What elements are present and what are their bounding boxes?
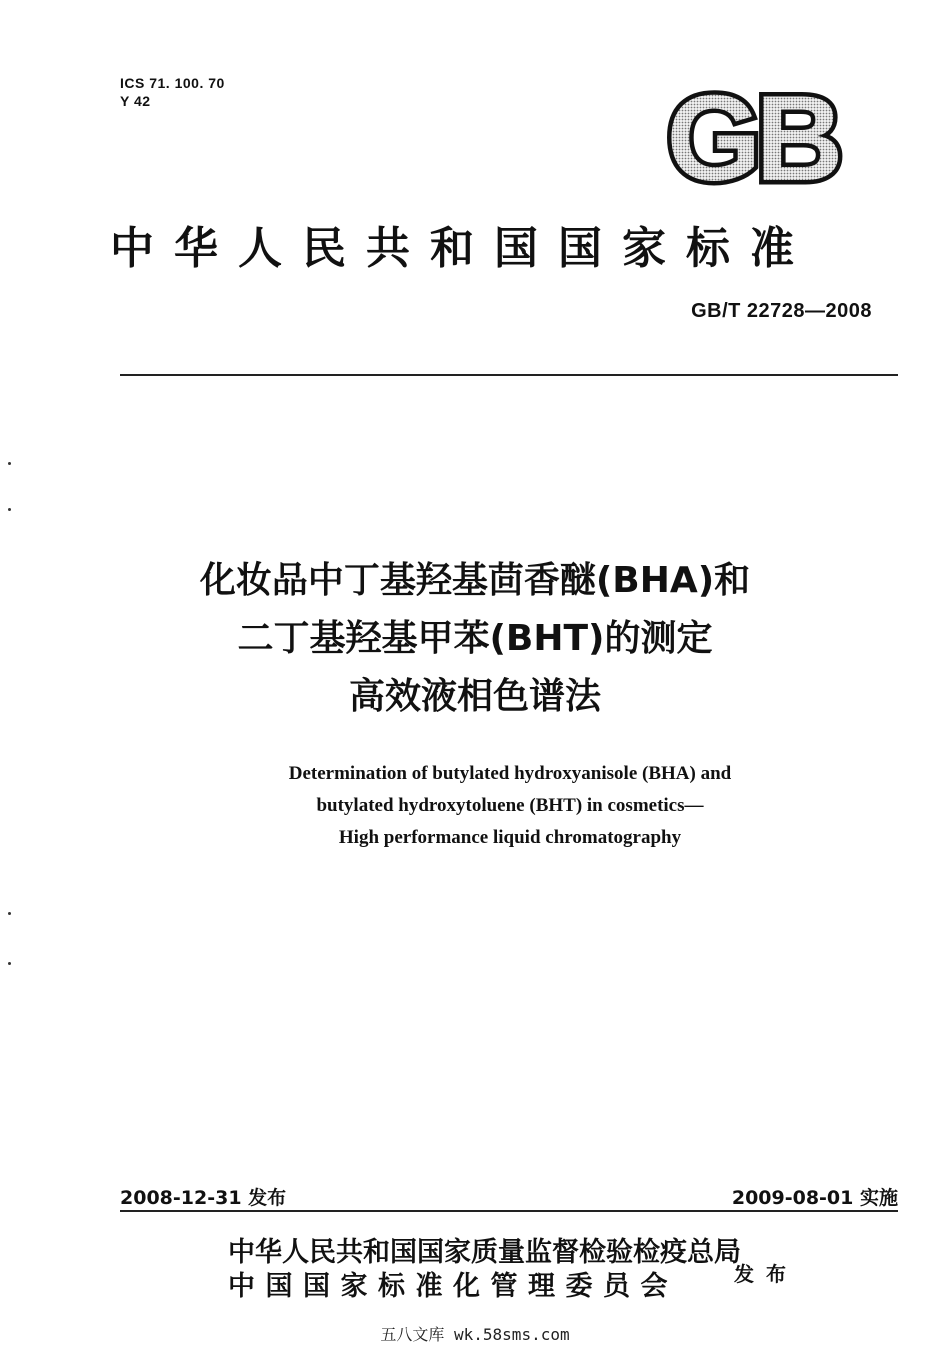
margin-dot: [8, 962, 11, 965]
chinese-title-line3: 高效液相色谱法: [348, 676, 601, 717]
ics-code: ICS 71. 100. 70: [120, 75, 225, 91]
publish-label: 发布: [734, 1262, 798, 1286]
top-divider: [120, 374, 898, 376]
standard-category-title: 中华人民共和国国家标准: [110, 223, 814, 274]
margin-dot: [8, 462, 11, 465]
footer-watermark: 五八文库 wk.58sms.com: [380, 1325, 570, 1344]
effective-date: 2009-08-01 实施: [731, 1187, 898, 1209]
gb-logo: [660, 88, 845, 188]
chinese-title: [0, 552, 950, 726]
english-title: [0, 758, 950, 854]
issue-date: 2008-12-31 发布: [120, 1187, 287, 1209]
chinese-title-line2: 二丁基羟基甲苯(BHT)的测定: [237, 618, 713, 659]
margin-dot: [8, 912, 11, 915]
standard-number: GB/T 22728—2008: [691, 300, 872, 322]
chinese-title-line1: 化妆品中丁基羟基茴香醚(BHA)和: [199, 560, 751, 601]
margin-dot: [8, 508, 11, 511]
english-title-line3: High performance liquid chromatography: [338, 827, 682, 848]
issuer-line2: 中国国家标准化管理委员会: [228, 1271, 678, 1302]
issuing-authorities: [228, 1236, 741, 1304]
gb-logo-text: GB: [666, 88, 838, 188]
classification-code: Y 42: [120, 93, 151, 109]
english-title-line2: butylated hydroxytoluene (BHT) in cosmetics—: [316, 795, 704, 816]
issuer-line1: 中华人民共和国国家质量监督检验检疫总局: [228, 1237, 741, 1268]
english-title-line1: Determination of butylated hydroxyanisole (BHA) and: [288, 763, 732, 784]
ics-block: [120, 74, 225, 110]
bottom-divider: [120, 1210, 898, 1212]
